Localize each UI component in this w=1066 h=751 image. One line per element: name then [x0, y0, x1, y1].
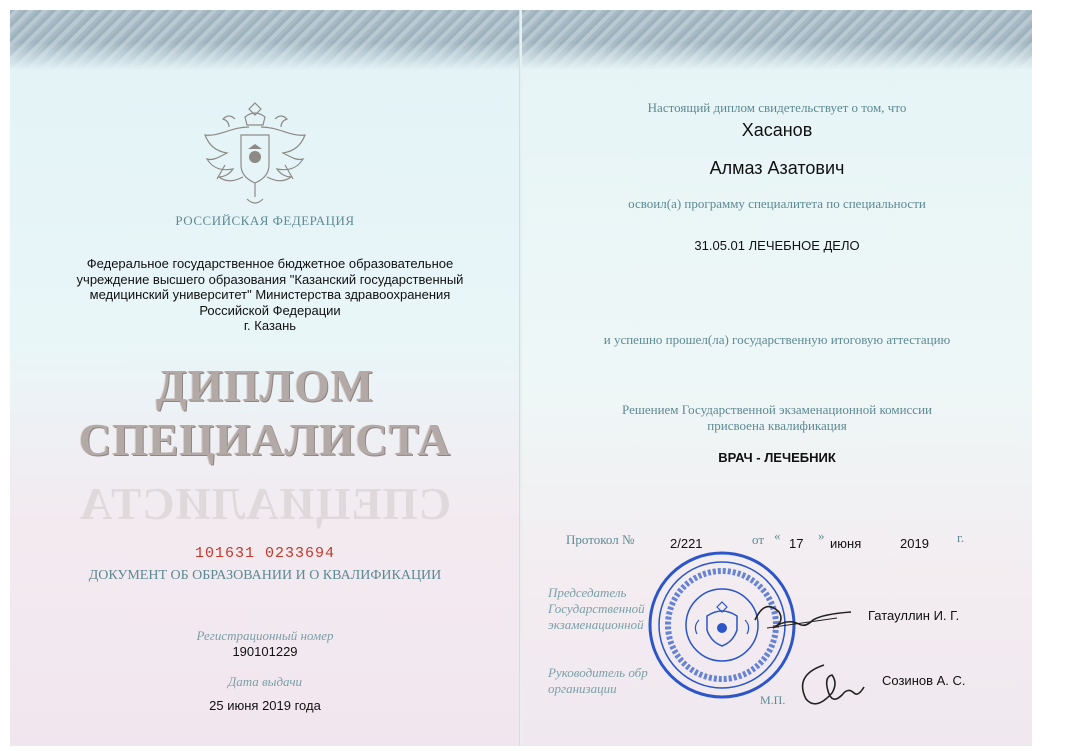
decision-line: Решением Государственной экзаменационной комиссии [622, 402, 932, 417]
coat-of-arms-icon [195, 95, 315, 215]
chairman-label-line: Государственной [548, 601, 645, 616]
chairman-name: Гатауллин И. Г. [868, 608, 960, 623]
head-name: Созинов А. С. [882, 673, 966, 688]
institution-city: г. Казань [243, 318, 297, 333]
document-type: ДОКУМЕНТ ОБ ОБРАЗОВАНИИ И О КВАЛИФИКАЦИИ [88, 568, 442, 583]
diploma-title-line2: СПЕЦИАЛИСТА [78, 415, 452, 465]
institution-line: медицинский университет" Министерства здравоохранения [89, 287, 451, 302]
protocol-label: Протокол № [566, 532, 635, 547]
protocol-day: 17 [789, 536, 804, 551]
quote-open: « [774, 528, 781, 543]
quote-close: » [818, 528, 825, 543]
diploma-right-page [522, 10, 1032, 746]
specialty: 31.05.01 ЛЕЧЕБНОЕ ДЕЛО [694, 238, 860, 253]
diploma-title-bleedthrough: СПЕЦИАЛИСТА [78, 479, 452, 529]
chairman-label [548, 585, 645, 633]
chairman-signature-icon [747, 590, 857, 650]
seal-label: М.П. [760, 693, 786, 707]
diploma-left-page [10, 10, 520, 746]
security-band [10, 10, 520, 70]
graduate-surname: Хасанов [741, 120, 813, 140]
intro-text: Настоящий диплом свидетельствует о том, что [647, 100, 907, 115]
attestation-text: и успешно прошел(ла) государственную итоговую аттестацию [603, 332, 951, 347]
protocol-month: июня [830, 536, 862, 551]
registration-number: 190101229 [232, 644, 298, 659]
protocol-number: 2/221 [670, 536, 703, 551]
issue-date-label: Дата выдачи [227, 674, 303, 689]
registration-label: Регистрационный номер [196, 628, 334, 643]
protocol-from-label: от [752, 532, 765, 547]
issue-date: 25 июня 2019 года [209, 698, 321, 713]
institution-line: Российской Федерации [199, 302, 341, 318]
protocol-year-suffix: г. [957, 530, 965, 545]
chairman-label-line: Председатель [548, 585, 627, 600]
protocol-year: 2019 [900, 536, 929, 551]
serial-number: 101631 0233694 [194, 545, 336, 562]
institution-name [50, 256, 490, 334]
qualification: ВРАЧ - ЛЕЧЕБНИК [718, 450, 836, 465]
head-label-line: Руководитель обр [548, 665, 648, 680]
institution-line: Федеральное государственное бюджетное образовательное [86, 256, 454, 271]
head-label-line: организации [548, 681, 617, 696]
graduate-given-names: Алмаз Азатович [709, 158, 845, 178]
head-label [548, 665, 648, 697]
country-name: РОССИЙСКАЯ ФЕДЕРАЦИЯ [175, 213, 355, 228]
diploma-title-line1: ДИПЛОМ [156, 361, 374, 411]
program-text: освоил(а) программу специалитета по специальности [628, 196, 926, 211]
chairman-label-line: экзаменационной [548, 617, 644, 632]
institution-line: учреждение высшего образования "Казанский государственный [76, 271, 464, 287]
decision-line: присвоена квалификация [707, 418, 847, 433]
head-signature-icon [784, 655, 874, 715]
security-band [522, 10, 1032, 70]
